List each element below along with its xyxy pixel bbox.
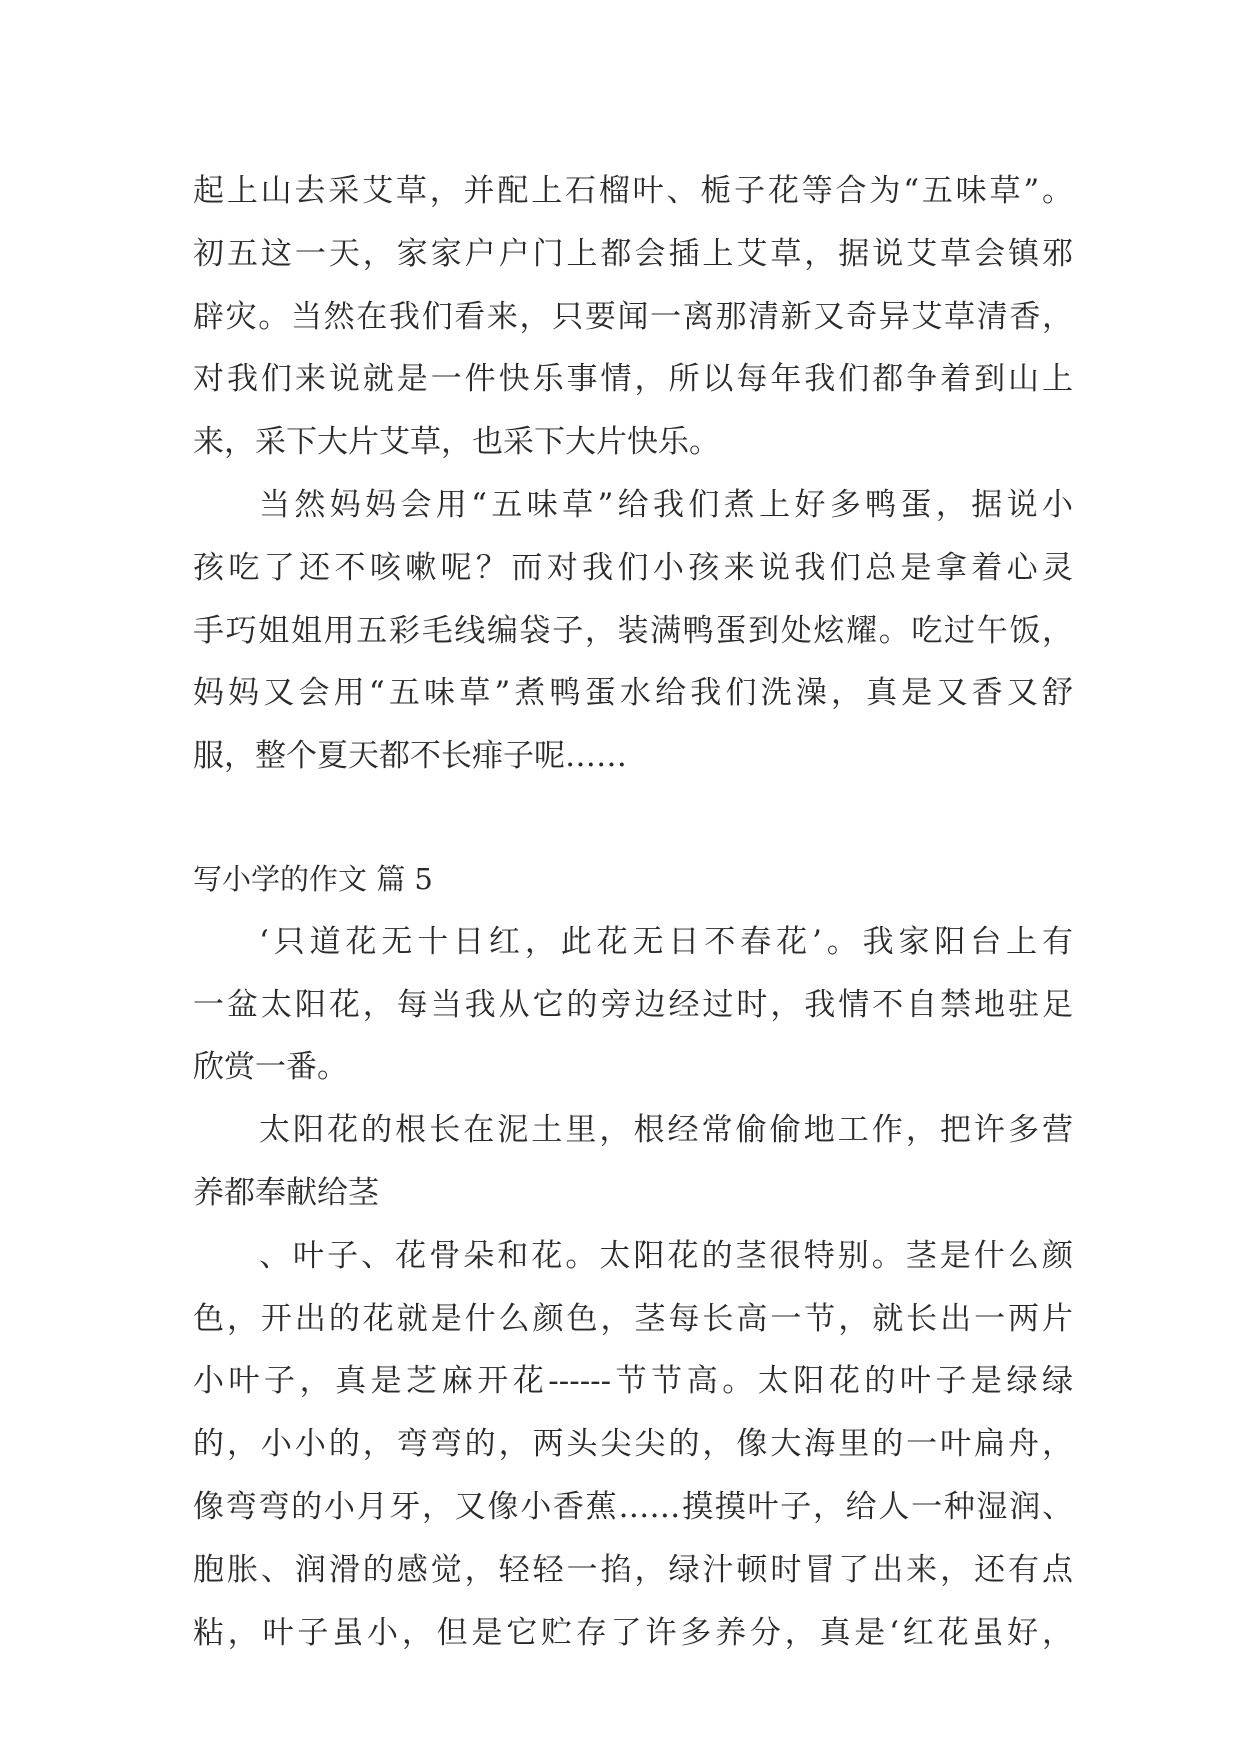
text-line: 欣赏一番。 <box>193 1049 348 1086</box>
section-gap <box>193 788 1073 848</box>
text-line: 孩吃了还不咳嗽呢？而对我们小孩来说我们总是拿着心灵 <box>193 549 1073 586</box>
text-line: 胞胀、润滑的感觉，轻轻一掐，绿汁顿时冒了出来，还有点 <box>193 1551 1073 1588</box>
text-line: 养都奉献给茎 <box>193 1174 379 1211</box>
text-line: 一盆太阳花，每当我从它的旁边经过时，我情不自禁地驻足 <box>193 986 1073 1023</box>
text-line: 太阳花的根长在泥土里，根经常偷偷地工作，把许多营 <box>259 1112 1073 1149</box>
text-line: 粘，叶子虽小，但是它贮存了许多养分，真是‘红花虽好， <box>193 1614 1073 1651</box>
text-line: 手巧姐姐用五彩毛线编袋子，装满鸭蛋到处炫耀。吃过午饭， <box>193 612 1073 649</box>
paragraph-3 <box>193 911 1073 1099</box>
text-line: 辟灾。当然在我们看来，只要闻一离那清新又奇异艾草清香， <box>193 298 1073 335</box>
text-line: 、叶子、花骨朵和花。太阳花的茎很特别。茎是什么颜 <box>259 1237 1073 1274</box>
text-line: 对我们来说就是一件快乐事情，所以每年我们都争着到山上 <box>193 361 1073 398</box>
text-line: 色，开出的花就是什么颜色，茎每长高一节，就长出一两片 <box>193 1300 1073 1337</box>
text-line: 来，采下大片艾草，也采下大片快乐。 <box>193 424 720 461</box>
text-line: 当然妈妈会用“五味草”给我们煮上好多鸭蛋，据说小 <box>259 486 1073 523</box>
paragraph-4 <box>193 1099 1073 1225</box>
paragraph-1 <box>193 160 1073 474</box>
paragraph-2 <box>193 474 1073 788</box>
text-line: 初五这一天，家家户户门上都会插上艾草，据说艾草会镇邪 <box>193 235 1073 272</box>
document-body <box>193 160 1073 1664</box>
paragraph-5 <box>193 1225 1073 1665</box>
text-line: ‘只道花无十日红，此花无日不春花’。我家阳台上有 <box>259 923 1073 960</box>
text-line: 妈妈又会用“五味草”煮鸭蛋水给我们洗澡，真是又香又舒 <box>193 675 1073 712</box>
text-line: 服，整个夏天都不长痱子呢…… <box>193 738 627 775</box>
text-line: 的，小小的，弯弯的，两头尖尖的，像大海里的一叶扁舟， <box>193 1426 1073 1463</box>
text-line: 像弯弯的小月牙，又像小香蕉……摸摸叶子，给人一种湿润、 <box>193 1488 1073 1525</box>
text-line: 小叶子，真是芝麻开花------节节高。太阳花的叶子是绿绿 <box>193 1363 1073 1400</box>
text-line: 起上山去采艾草，并配上石榴叶、栀子花等合为“五味草”。 <box>193 173 1073 209</box>
section-heading: 写小学的作文 篇 5 <box>193 861 433 896</box>
